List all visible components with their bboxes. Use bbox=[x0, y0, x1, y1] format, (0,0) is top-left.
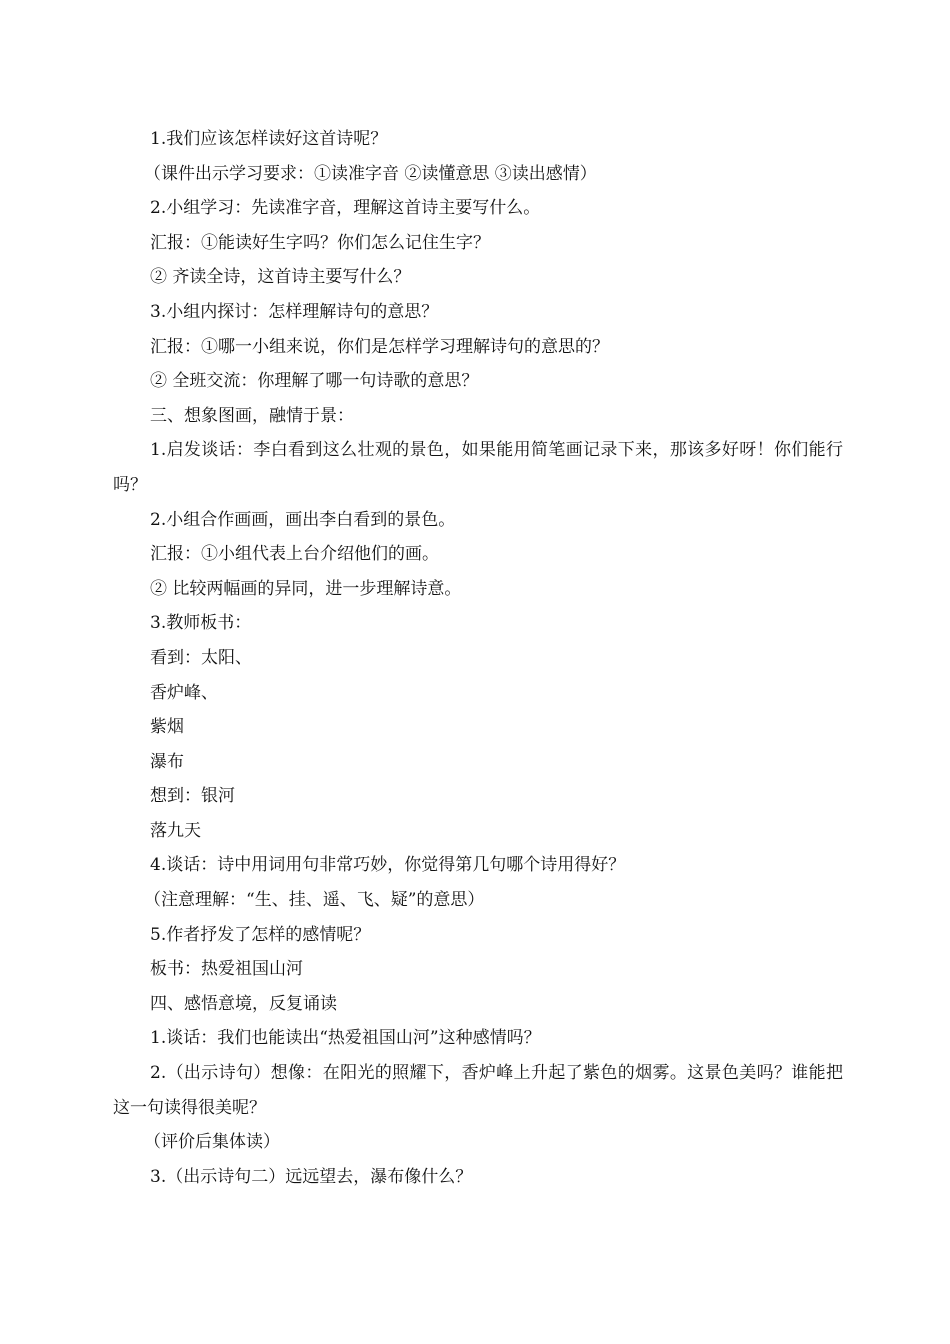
board-line: 想到：银河 bbox=[150, 786, 235, 807]
board-line: 板书：热爱祖国山河 bbox=[150, 959, 303, 980]
text-line: 汇报：①小组代表上台介绍他们的画。 bbox=[150, 544, 439, 565]
text-line: 1.启发谈话：李白看到这么壮观的景色，如果能用简笔画记录下来，那该多好呀！你们能行吗？ bbox=[113, 440, 843, 495]
board-line: 看到：太阳、 bbox=[150, 647, 252, 668]
text-line: ② 比较两幅画的异同，进一步理解诗意。 bbox=[150, 578, 462, 599]
text-line: 汇报：①哪一小组来说，你们是怎样学习理解诗句的意思的？ bbox=[150, 336, 609, 357]
section-heading: 三、想象图画，融情于景： bbox=[150, 405, 354, 426]
text-line: 2.小组学习：先读准字音，理解这首诗主要写什么。 bbox=[150, 198, 541, 219]
text-line: 3.教师板书： bbox=[150, 613, 252, 634]
text-line: （注意理解：“生、挂、遥、飞、疑”的意思） bbox=[144, 890, 485, 911]
text-line: 汇报：①能读好生字吗？你们怎么记住生字？ bbox=[150, 232, 490, 253]
text-line: 3.小组内探讨：怎样理解诗句的意思？ bbox=[150, 301, 439, 322]
text-line: 2.小组合作画画，画出李白看到的景色。 bbox=[150, 509, 456, 530]
document-body bbox=[113, 122, 843, 1194]
text-line: 4.谈话：诗中用词用句非常巧妙，你觉得第几句哪个诗用得好？ bbox=[150, 855, 626, 876]
text-line: 5.作者抒发了怎样的感情呢？ bbox=[150, 924, 371, 945]
board-line: 落九天 bbox=[150, 820, 201, 841]
section-heading: 四、感悟意境，反复诵读 bbox=[150, 993, 337, 1014]
text-line: 1.我们应该怎样读好这首诗呢？ bbox=[150, 129, 388, 149]
text-line: （课件出示学习要求：①读准字音 ②读懂意思 ③读出感情） bbox=[144, 163, 597, 184]
text-line: 3.（出示诗句二）远远望去，瀑布像什么？ bbox=[150, 1166, 473, 1187]
board-line: 香炉峰、 bbox=[150, 682, 218, 703]
text-line: ② 齐读全诗，这首诗主要写什么？ bbox=[150, 267, 411, 288]
text-line: 1.谈话：我们也能读出“热爱祖国山河”这种感情吗？ bbox=[150, 1028, 541, 1049]
text-line: （评价后集体读） bbox=[144, 1132, 280, 1153]
text-line: ② 全班交流：你理解了哪一句诗歌的意思？ bbox=[150, 371, 479, 392]
board-line: 紫烟 bbox=[150, 717, 184, 738]
text-line: 2.（出示诗句）想像：在阳光的照耀下，香炉峰上升起了紫色的烟雾。这景色美吗？谁能把这一句读得很美呢？ bbox=[113, 1063, 843, 1118]
board-line: 瀑布 bbox=[150, 751, 184, 772]
